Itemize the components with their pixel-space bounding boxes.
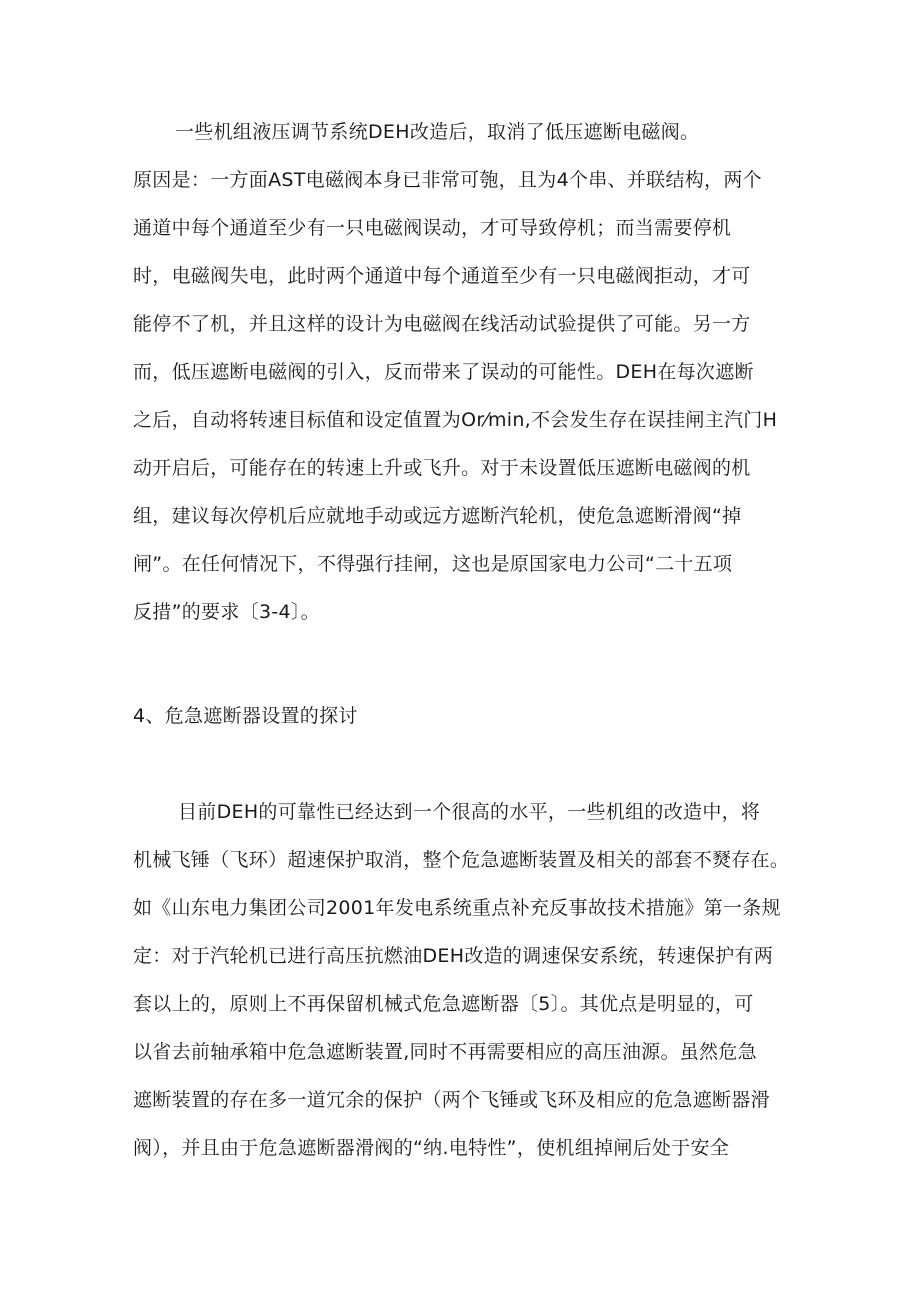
paragraph-1-line-10: 闸”。在任何情况下，不得强行挂闸，这也是原国家电力公司“二十五项 [133, 553, 733, 575]
paragraph-1-line-9: 组，建议每次停机后应就地手动或远方遮断汽轮机，使危急遮断滑阀“掉 [133, 505, 742, 527]
paragraph-1-line-6: 而，低压遮断电磁阀的引入，反而带来了误动的可能性。DEH在每次遮断 [133, 361, 754, 383]
paragraph-2-line-7: 遮断装置的存在多一道冗余的保护（两个飞锤或飞环及相应的危急遮断器滑 [133, 1089, 770, 1111]
paragraph-2-line-4: 定：对于汽轮机已进行高压抗燃油DEH改造的调速保安系统，转速保护有两 [133, 945, 774, 967]
paragraph-1-line-11: 反措”的要求〔3-4〕。 [133, 601, 320, 623]
paragraph-2-line-6: 以省去前轴承箱中危急遮断装置,同时不再需要相应的高压油源。虽然危急 [133, 1041, 757, 1063]
paragraph-1-line-3: 通道中每个通道至少有一只电磁阀误动，才可导致停机；而当需要停机 [133, 217, 732, 239]
paragraph-1-line-4: 时，电磁阀失电，此时两个通道中每个通道至少有一只电磁阀拒动，才可 [133, 265, 751, 287]
paragraph-1-line-8: 动开启后，可能存在的转速上升或飞升。对于未设置低压遮断电磁阀的机 [133, 457, 751, 479]
paragraph-2-line-5: 套以上的，原则上不再保留机械式危急遮断器〔5〕。其优点是明显的，可 [133, 993, 754, 1015]
paragraph-1-line-5: 能停不了机，并且这样的设计为电磁阀在线活动试验提供了可能。另一方 [133, 313, 751, 335]
paragraph-1-line-7: 之后，自动将转速目标值和设定值置为Or⁄min,不会发生存在误挂闸主汽门H [133, 409, 778, 431]
paragraph-2-line-2: 机械飞锤（飞环）超速保护取消，整个危急遮断装置及相关的部套不燹存在。 [133, 849, 790, 871]
paragraph-2-line-8: 阀），并且由于危急遮断器滑阀的“纳.电特性”，使机组掉闸后处于安全 [133, 1137, 730, 1159]
paragraph-2-line-3: 如《山东电力集团公司2001年发电系统重点补充反事故技术措施》第一条规 [133, 897, 781, 919]
paragraph-2-line-1: 目前DEH的可靠性已经达到一个很高的水平，一些机组的改造中，将 [178, 801, 761, 823]
section-heading: 4、危急遮断器设置的探讨 [133, 705, 358, 727]
paragraph-1-line-1: 一些机组液压调节系统DEH改造后，取消了低压遮断电磁阀。 [175, 121, 700, 143]
paragraph-1-line-2: 原因是：一方面AST电磁阀本身已非常可匏，且为4个串、并联结构，两个 [133, 169, 762, 191]
